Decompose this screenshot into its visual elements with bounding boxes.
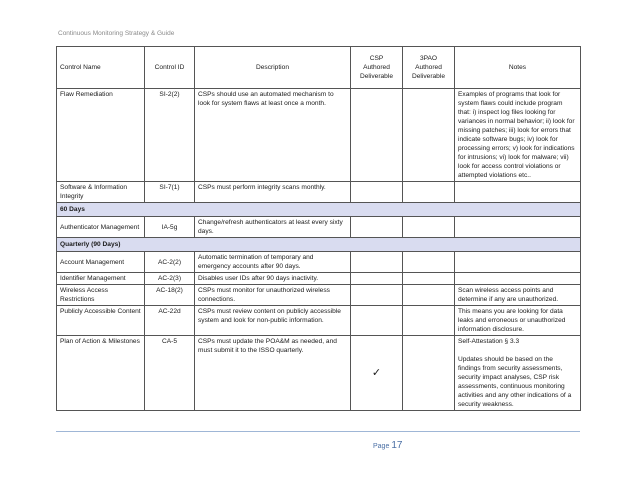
page-number-value: 17	[391, 440, 403, 451]
notes-cell: Examples of programs that look for system flaws could include program that: i) inspect log files looking for variances in normal behavior; ii) look for missing patches; iii) look for errors that indicate software bugs; iv) look for processing errors; v) look for indications for intrusions; vi) look for malware; vii) look for access control violations or attempted violations etc..	[455, 89, 581, 182]
table-row	[57, 273, 581, 285]
col-3pao-line: Deliverable	[412, 73, 445, 80]
notes-spacer	[458, 346, 577, 355]
notes-cell	[455, 182, 581, 203]
table-header-row	[57, 47, 581, 89]
col-description: Description	[195, 47, 351, 89]
control-id-cell: AC-2(3)	[145, 273, 195, 285]
table-row	[57, 252, 581, 273]
table-row	[57, 306, 581, 336]
col-csp-line: CSP	[369, 55, 384, 62]
notes-cell	[455, 273, 581, 285]
description-cell: CSPs must monitor for unauthorized wireless connections.	[195, 285, 351, 306]
col-3pao-line: 3PAO	[419, 55, 438, 62]
control-name-cell: Flaw Remediation	[57, 89, 145, 182]
document-header: Continuous Monitoring Strategy & Guide	[58, 30, 175, 37]
control-id-cell: SI-7(1)	[145, 182, 195, 203]
description-cell: Change/refresh authenticators at least every sixty days.	[195, 217, 351, 238]
csp-cell	[351, 182, 403, 203]
control-name-cell: Identifier Management	[57, 273, 145, 285]
col-csp-line: Deliverable	[360, 73, 393, 80]
control-name-cell: Plan of Action & Milestones	[57, 336, 145, 411]
description-cell: Automatic termination of temporary and emergency accounts after 90 days.	[195, 252, 351, 273]
col-control-name: Control Name	[57, 47, 145, 89]
table-row	[57, 336, 581, 411]
csp-cell	[351, 89, 403, 182]
col-3pao-authored	[403, 47, 455, 89]
control-id-cell: AC-2(2)	[145, 252, 195, 273]
control-name-cell: Wireless Access Restrictions	[57, 285, 145, 306]
control-name-cell: Authenticator Management	[57, 217, 145, 238]
section-row-60-days	[57, 203, 581, 217]
description-cell: CSPs should use an automated mechanism to look for system flaws at least once a month.	[195, 89, 351, 182]
section-label: 60 Days	[57, 203, 581, 217]
table-row	[57, 89, 581, 182]
table-row	[57, 182, 581, 203]
col-control-id: Control ID	[145, 47, 195, 89]
3pao-cell	[403, 273, 455, 285]
description-cell: CSPs must review content on publicly accessible system and look for non-public information.	[195, 306, 351, 336]
col-notes: Notes	[455, 47, 581, 89]
page-number	[373, 440, 402, 451]
3pao-cell	[403, 182, 455, 203]
notes-cell	[455, 336, 581, 411]
col-csp-authored	[351, 47, 403, 89]
footer-rule	[56, 431, 580, 432]
control-id-cell: SI-2(2)	[145, 89, 195, 182]
csp-check-icon: ✓	[351, 336, 403, 411]
section-row-quarterly	[57, 238, 581, 252]
notes-self-attestation: Self-Attestation § 3.3	[458, 338, 520, 345]
control-name-cell: Software & Information Integrity	[57, 182, 145, 203]
3pao-cell	[403, 285, 455, 306]
csp-cell	[351, 217, 403, 238]
control-id-cell: AC-22d	[145, 306, 195, 336]
control-id-cell: IA-5g	[145, 217, 195, 238]
3pao-cell	[403, 336, 455, 411]
3pao-cell	[403, 252, 455, 273]
3pao-cell	[403, 89, 455, 182]
control-id-cell: CA-5	[145, 336, 195, 411]
table-row	[57, 217, 581, 238]
col-3pao-line: Authored	[415, 64, 442, 71]
notes-cell	[455, 252, 581, 273]
csp-cell	[351, 285, 403, 306]
notes-cell	[455, 217, 581, 238]
control-id-cell: AC-18(2)	[145, 285, 195, 306]
3pao-cell	[403, 306, 455, 336]
3pao-cell	[403, 217, 455, 238]
section-label: Quarterly (90 Days)	[57, 238, 581, 252]
csp-cell	[351, 306, 403, 336]
notes-updates: Updates should be based on the findings from security assessments, security impact analyses, CSP risk assessments, continuous monitoring activities and any other indications of a security weakness.	[458, 356, 572, 408]
notes-cell: This means you are looking for data leaks and erroneous or unauthorized information disclosure.	[455, 306, 581, 336]
csp-cell	[351, 273, 403, 285]
control-name-cell: Publicly Accessible Content	[57, 306, 145, 336]
col-csp-line: Authored	[363, 64, 390, 71]
csp-cell	[351, 252, 403, 273]
description-cell: CSPs must update the POA&M as needed, and must submit it to the ISSO quarterly.	[195, 336, 351, 411]
table-row	[57, 285, 581, 306]
description-cell: CSPs must perform integrity scans monthly.	[195, 182, 351, 203]
notes-cell: Scan wireless access points and determine if any are unauthorized.	[455, 285, 581, 306]
control-name-cell: Account Management	[57, 252, 145, 273]
description-cell: Disables user IDs after 90 days inactivity.	[195, 273, 351, 285]
monitoring-table	[56, 46, 581, 411]
page-label: Page	[373, 443, 390, 450]
